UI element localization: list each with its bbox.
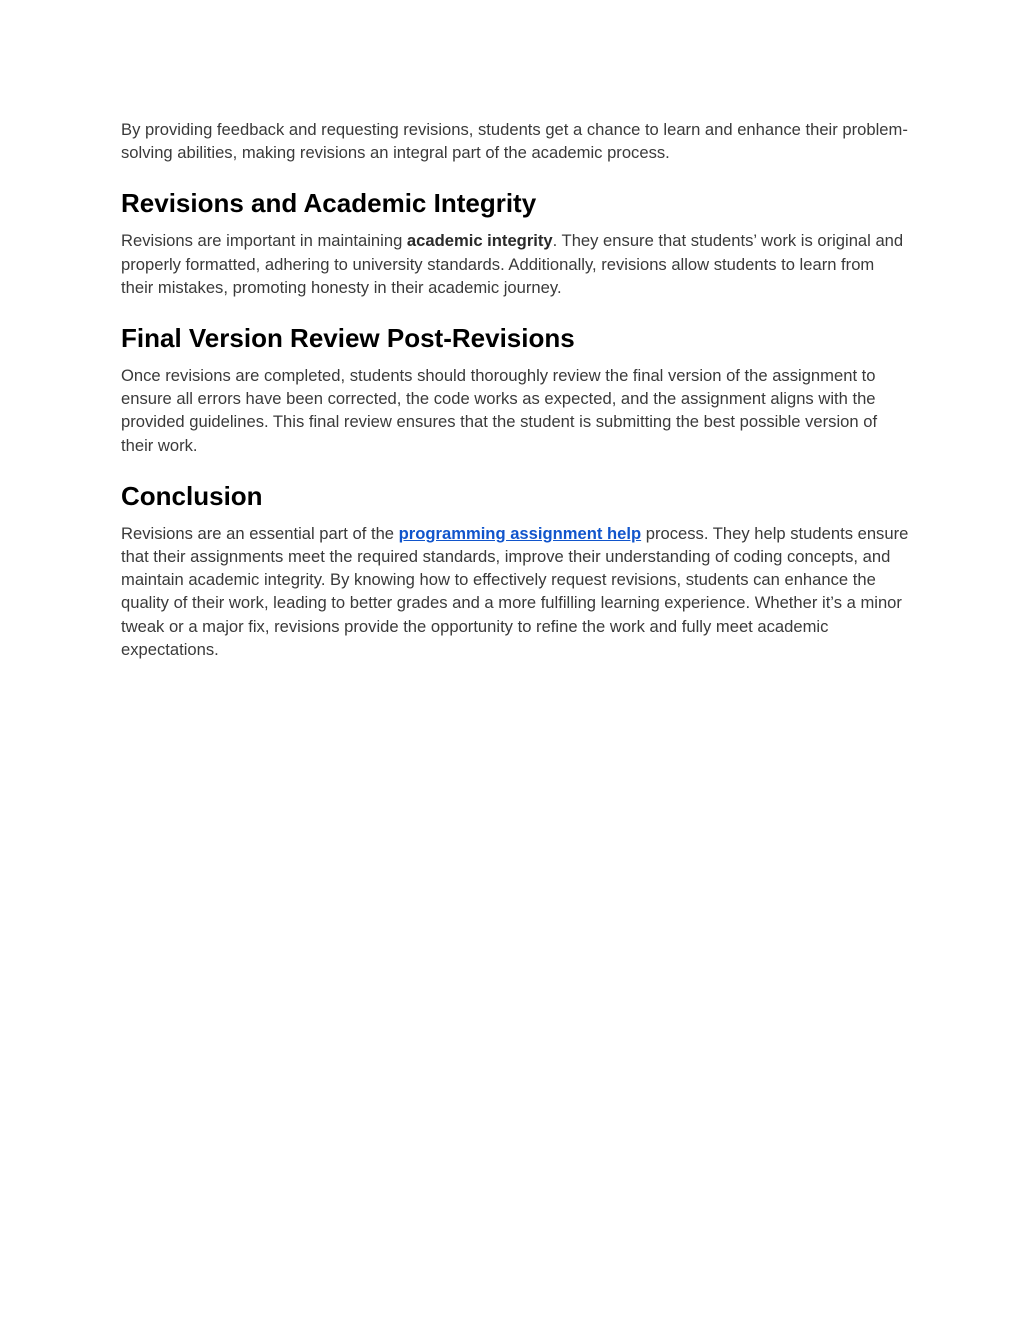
section-academic-integrity bbox=[121, 187, 911, 299]
section-paragraph bbox=[121, 522, 911, 661]
paragraph-text: Revisions are important in maintaining bbox=[121, 231, 407, 251]
paragraph-text: . They ensure that students’ work is original and properly formatted, adhering to university standards. Additionally, revisions allow students to learn from their mistakes, promoting honesty in their academic journey. bbox=[121, 231, 904, 297]
section-heading: Revisions and Academic Integrity bbox=[121, 188, 537, 219]
section-paragraph bbox=[121, 229, 911, 299]
section-final-review bbox=[121, 322, 911, 457]
paragraph-text: process. They help students ensure that their assignments meet the required standards, improve their understanding of coding concepts, and maintain academic integrity. By knowing how to effectively request revisions, students can enhance the quality of their work, leading to better grades and a more fulfilling learning experience. Whether it’s a minor tweak or a major fix, revisions provide the opportunity to refine the work and fully meet academic expectations. bbox=[121, 523, 909, 659]
intro-paragraph: By providing feedback and requesting revisions, students get a chance to learn and enhance their problem-solving abilities, making revisions an integral part of the academic process. bbox=[121, 120, 908, 163]
paragraph-text: Revisions are an essential part of the bbox=[121, 523, 399, 543]
section-paragraph: Once revisions are completed, students should thoroughly review the final version of the assignment to ensure all errors have been corrected, the code works as expected, and the assignment aligns with the provided guidelines. This final review ensures that the student is submitting the best possible version of their work. bbox=[121, 366, 878, 455]
document-page bbox=[121, 118, 911, 684]
section-conclusion bbox=[121, 480, 911, 661]
section-heading: Final Version Review Post-Revisions bbox=[121, 323, 575, 354]
programming-assignment-help-link[interactable]: programming assignment help bbox=[398, 523, 642, 543]
bold-term: academic integrity bbox=[406, 231, 553, 251]
section-heading: Conclusion bbox=[121, 480, 263, 511]
